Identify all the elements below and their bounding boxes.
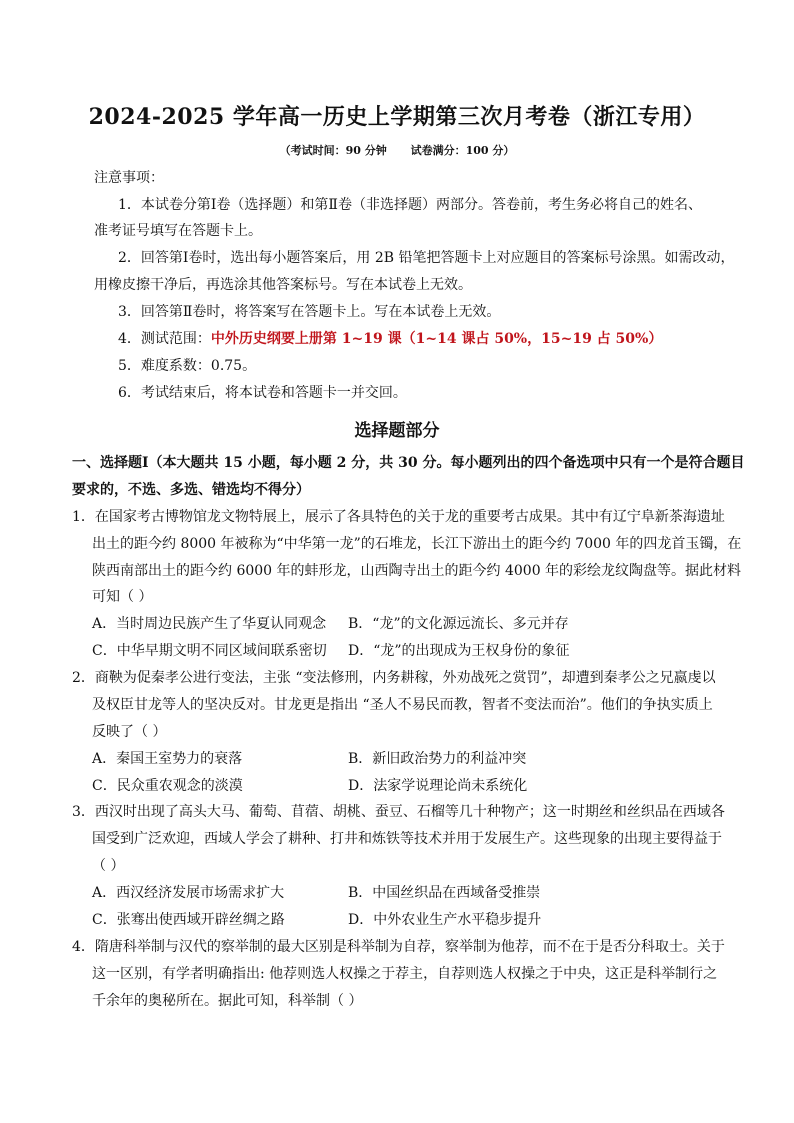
question-1-line-3: 陕西南部出土的距今约 6000 年的蚌形龙，山西陶寺出土的距今约 4000 年的彩绘龙纹陶盘等。据此材料 bbox=[92, 563, 742, 579]
question-4-line-1: 4．隋唐科举制与汉代的察举制的最大区别是科举制为自荐，察举制为他荐，而不在于是否分科取士。关于 bbox=[72, 939, 725, 955]
notice-item-3: 3．回答第Ⅱ卷时，将答案写在答题卡上。写在本试卷上无效。 bbox=[118, 304, 501, 320]
question-3-option-c: C．张骞出使西域开辟丝绸之路 bbox=[92, 912, 285, 928]
exam-subtitle bbox=[0, 142, 794, 158]
question-1-option-d: D．“龙”的出现成为王权身份的象征 bbox=[348, 643, 570, 659]
question-3-line-2: 国受到广泛欢迎，西域人学会了耕种、打井和炼铁等技术并用于发展生产。这些现象的出现主要得益于 bbox=[92, 831, 722, 847]
question-1-line-2: 出土的距今约 8000 年被称为“中华第一龙”的石堆龙，长江下游出土的距今约 7000 年的四龙首玉镯，在 bbox=[92, 536, 742, 552]
test-range: 中外历史纲要上册第 1~19 课（1~14 课占 50%，15~19 占 50%） bbox=[210, 331, 663, 347]
question-1-option-a: A．当时周边民族产生了华夏认同观念 bbox=[92, 616, 327, 632]
question-3-line-3: （ ） bbox=[92, 858, 125, 874]
part1-heading-cont: 要求的，不选、多选、错选均不得分） bbox=[72, 482, 310, 498]
question-2-line-1: 2．商鞅为促秦孝公进行变法，主张 “变法修刑，内务耕稼，外劝战死之赏罚”，却遭到秦孝公之兄嬴虔以 bbox=[72, 670, 716, 686]
question-3-option-d: D．中外农业生产水平稳步提升 bbox=[348, 912, 542, 928]
question-2-option-a: A．秦国王室势力的衰落 bbox=[92, 751, 243, 767]
notice-item-1: 1．本试卷分第Ⅰ卷（选择题）和第Ⅱ卷（非选择题）两部分。答卷前，考生务必将自己的姓名、 bbox=[118, 197, 702, 213]
full-score: 试卷满分：100 分） bbox=[410, 144, 515, 157]
question-2-line-2: 及权臣甘龙等人的坚决反对。甘龙更是指出 “圣人不易民而教，智者不变法而治”。他们的争执实质上 bbox=[92, 697, 713, 713]
notice-item-2: 2．回答第Ⅰ卷时，选出每小题答案后，用 2B 铅笔把答题卡上对应题目的答案标号涂黑。如需改动， bbox=[118, 250, 735, 266]
notice-item-2-cont: 用橡皮擦干净后，再选涂其他答案标号。写在本试卷上无效。 bbox=[94, 277, 472, 293]
notice-item-5: 5．难度系数：0.75。 bbox=[118, 358, 257, 374]
question-2-line-3: 反映了（ ） bbox=[92, 724, 167, 740]
question-2-option-c: C．民众重农观念的淡漠 bbox=[92, 778, 243, 794]
question-1-option-b: B．“龙”的文化源远流长、多元并存 bbox=[348, 616, 569, 632]
notice-item-1-cont: 准考证号填写在答题卡上。 bbox=[94, 223, 262, 239]
question-2-option-b: B．新旧政治势力的利益冲突 bbox=[348, 751, 527, 767]
question-2-option-d: D．法家学说理论尚未系统化 bbox=[348, 778, 528, 794]
question-4-line-2: 这一区别，有学者明确指出: 他荐则选人权操之于荐主，自荐则选人权操之于中央，这正是科举制行之 bbox=[92, 966, 718, 982]
exam-time: （考试时间：90 分钟 bbox=[279, 144, 387, 157]
question-1-line-4: 可知（ ） bbox=[92, 589, 153, 605]
question-4-line-3: 千余年的奥秘所在。据此可知，科举制（ ） bbox=[92, 993, 363, 1009]
question-1-line-1: 1．在国家考古博物馆龙文物特展上，展示了各具特色的关于龙的重要考古成果。其中有辽宁阜新茶海遗址 bbox=[72, 509, 725, 525]
notice-item-6: 6．考试结束后，将本试卷和答题卡一并交回。 bbox=[118, 385, 407, 401]
exam-title: 2024-2025 学年高一历史上学期第三次月考卷（浙江专用） bbox=[88, 104, 706, 130]
notice-item-4-prefix: 4．测试范围： bbox=[118, 331, 211, 347]
part1-heading: 一、选择题Ⅰ（本大题共 15 小题，每小题 2 分，共 30 分。每小题列出的四个备选项中只有一个是符合题目 bbox=[72, 455, 745, 471]
notice-heading: 注意事项： bbox=[94, 170, 164, 186]
question-3-line-1: 3．西汉时出现了高头大马、葡萄、苜蓿、胡桃、蚕豆、石榴等几十种物产；这一时期丝和丝织品在西域各 bbox=[72, 804, 725, 820]
notice-item-4 bbox=[118, 329, 662, 349]
section-title: 选择题部分 bbox=[354, 421, 440, 441]
question-1-option-c: C．中华早期文明不同区域间联系密切 bbox=[92, 643, 327, 659]
question-3-option-b: B．中国丝织品在西域备受推崇 bbox=[348, 885, 541, 901]
question-3-option-a: A．西汉经济发展市场需求扩大 bbox=[92, 885, 285, 901]
